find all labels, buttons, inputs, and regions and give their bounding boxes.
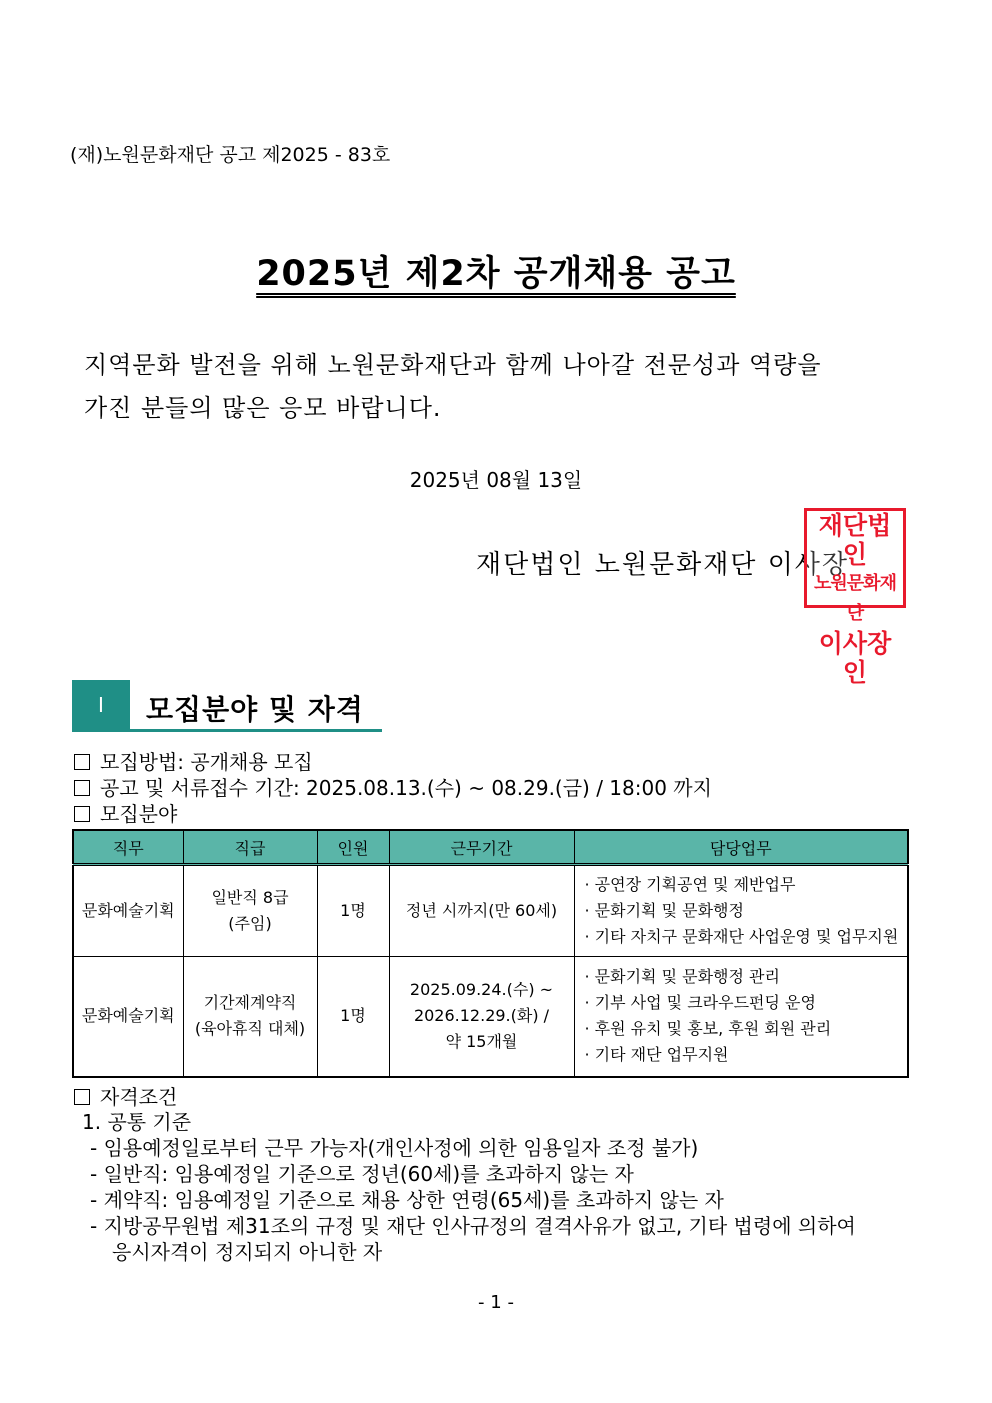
criteria-item: - 지방공무원법 제31조의 규정 및 재단 인사규정의 결격사유가 없고, 기타 법령에 의하여 [90,1214,856,1238]
bullet-text: 모집방법: 공개채용 모집 [100,750,313,774]
checkbox-bullet-icon [74,780,90,796]
issuer-name: 재단법인 노원문화재단 이사장 [476,550,850,580]
column-header: 직급 [183,830,317,865]
count-cell: 1명 [317,957,389,1077]
grade-line: 기간제계약직 [203,993,297,1013]
job-cell: 문화예술기획 [73,957,183,1077]
seal-line: 노원문화재단 [814,573,896,624]
announcement-date: 2025년 08월 13일 [409,468,583,492]
grade-line: 일반직 8급 [211,888,289,907]
bullet-text: 모집분야 [100,802,178,826]
common-criteria-heading: 1. 공통 기준 [82,1110,192,1134]
official-seal-stamp [804,508,906,687]
duty-item: · 기부 사업 및 크라우드펀딩 운영 [584,993,816,1013]
grade-cell [183,957,317,1077]
duty-item: · 문화기획 및 문화행정 관리 [584,967,780,987]
intro-line: 지역문화 발전을 위해 노원문화재단과 함께 나아갈 전문성과 역량을 [84,351,822,379]
checkbox-bullet-icon [74,754,90,770]
recruitment-table [72,829,909,1078]
column-header: 담당업무 [574,830,908,865]
period-line: 2026.12.29.(화) / [413,1006,550,1026]
duty-item: · 후원 유치 및 홍보, 후원 회원 관리 [584,1019,832,1039]
table-header-row [73,830,908,865]
page-title-wrap [0,246,992,296]
grade-line: (육아휴직 대체) [194,1019,306,1039]
criteria-item-continuation: 응시자격이 정지되지 아니한 자 [112,1240,383,1264]
section-underline [72,729,382,732]
count-cell: 1명 [317,865,389,957]
seal-line: 이사장인 [818,629,892,687]
section-title: 모집분야 및 자격 [146,693,364,726]
period-line: 정년 시까지(만 60세) [405,901,558,920]
duty-item: · 기타 재단 업무지원 [584,1045,729,1065]
section-number-badge: Ⅰ [72,680,130,730]
checkbox-bullet-icon [74,1089,90,1105]
criteria-item: - 계약직: 임용예정일 기준으로 채용 상한 연령(65세)를 초과하지 않는 자 [90,1188,724,1212]
bullet-text: 공고 및 서류접수 기간: 2025.08.13.(수) ~ 08.29.(금) / 18:00 까지 [100,776,712,800]
duty-item: · 문화기획 및 문화행정 [584,901,744,920]
period-cell [389,865,574,957]
period-line: 약 15개월 [445,1032,518,1052]
intro-paragraph [84,344,904,430]
table-row [73,865,908,957]
grade-cell [183,865,317,957]
column-header: 근무기간 [389,830,574,865]
intro-line: 가진 분들의 많은 응모 바랍니다. [84,394,442,422]
page-title: 2025년 제2차 공개채용 공고 [256,254,736,294]
column-header: 인원 [317,830,389,865]
criteria-item: - 임용예정일로부터 근무 가능자(개인사정에 의한 임용일자 조정 불가) [90,1136,699,1160]
duty-item: · 공연장 기획공연 및 제반업무 [584,875,796,894]
checkbox-bullet-icon [74,806,90,822]
criteria-item: - 일반직: 임용예정일 기준으로 정년(60세)를 초과하지 않는 자 [90,1162,634,1186]
duty-item: · 기타 자치구 문화재단 사업운영 및 업무지원 [584,927,899,946]
job-cell: 문화예술기획 [73,865,183,957]
notice-number: (재)노원문화재단 공고 제2025 - 83호 [70,144,391,166]
qualification-heading-text: 자격조건 [100,1085,178,1109]
bullet-item [74,746,313,775]
period-line: 2025.09.24.(수) ~ [409,980,554,1000]
grade-line: (주임) [228,914,272,933]
period-cell [389,957,574,1077]
page-number: - 1 - [478,1292,514,1313]
column-header: 직무 [73,830,183,865]
duties-cell [574,865,908,957]
bullet-item [74,772,712,801]
seal-line: 재단법인 [818,511,892,569]
table-row [73,957,908,1077]
bullet-item [74,798,177,827]
duties-cell [574,957,908,1077]
